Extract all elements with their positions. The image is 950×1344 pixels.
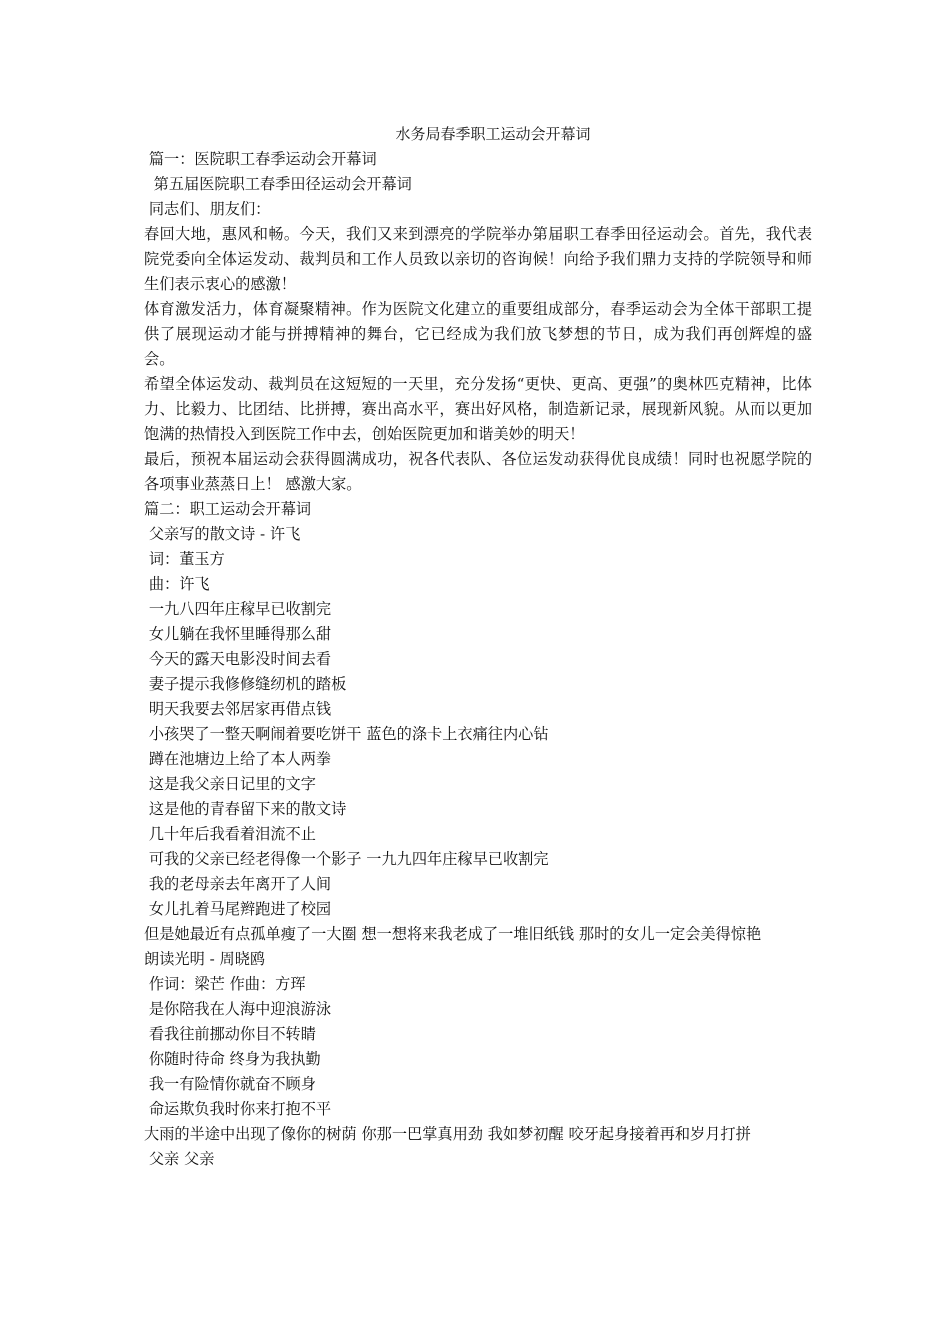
- lyric-line: 妻子提示我修修缝纫机的踏板: [144, 675, 347, 693]
- song-title-2: 朗读光明 - 周晓鸥: [144, 950, 266, 968]
- lyric-line: 小孩哭了一整天啊闹着要吃饼干 蓝色的涤卡上衣痛往内心钻: [144, 725, 549, 743]
- lyricist-1: 词：董玉方: [144, 550, 225, 568]
- song-title-1: 父亲写的散文诗 - 许飞: [144, 525, 301, 543]
- lyric-line: 但是她最近有点孤单瘦了一大圈 想一想将来我老成了一堆旧纸钱 那时的女儿一定会美得惊艳: [144, 925, 762, 943]
- lyric-line: 今天的露天电影没时间去看: [144, 650, 332, 668]
- lyric-line: 你随时待命 终身为我执勤: [144, 1050, 321, 1068]
- lyric-line: 父亲 父亲: [144, 1150, 215, 1168]
- subtitle: 第五届医院职工春季田径运动会开幕词: [144, 175, 412, 193]
- lyric-line: 女儿躺在我怀里睡得那么甜: [144, 625, 332, 643]
- lyric-line: 看我往前挪动你目不转睛: [144, 1025, 316, 1043]
- paragraph-1: 春回大地，惠风和畅。今天，我们又来到漂亮的学院举办第届职工春季田径运动会。首先，我代表院党委向全体运发动、裁判员和工作人员致以亲切的咨询候！向给予我们鼎力支持的学院领导和师生们表示衷心的感激！: [144, 225, 812, 293]
- lyric-line: 这是他的青春留下来的散文诗: [144, 800, 347, 818]
- paragraph-4: 最后，预祝本届运动会获得圆满成功，祝各代表队、各位运发动获得优良成绩！同时也祝愿学院的各项事业蒸蒸日上！ 感激大家。: [144, 450, 812, 493]
- lyric-line: 女儿扎着马尾辫跑进了校园: [144, 900, 332, 918]
- lyric-line: 几十年后我看着泪流不止: [144, 825, 316, 843]
- composer-1: 曲：许飞: [144, 575, 210, 593]
- document-page: [144, 122, 812, 1172]
- lyric-line: 我一有险情你就奋不顾身: [144, 1075, 316, 1093]
- lyric-line: 蹲在池塘边上给了本人两拳: [144, 750, 332, 768]
- lyric-line: 一九八四年庄稼早已收割完: [144, 600, 332, 618]
- lyric-line: 是你陪我在人海中迎浪游泳: [144, 1000, 332, 1018]
- section-heading-2: 篇二：职工运动会开幕词: [144, 500, 312, 518]
- section-heading-1: 篇一：医院职工春季运动会开幕词: [144, 150, 377, 168]
- lyric-line: 这是我父亲日记里的文字: [144, 775, 316, 793]
- document-title: 水务局春季职工运动会开幕词: [395, 125, 591, 143]
- song-credits-2: 作词：梁芒 作曲：方珲: [144, 975, 306, 993]
- lyric-line: 命运欺负我时你来打抱不平: [144, 1100, 332, 1118]
- lyric-line: 我的老母亲去年离开了人间: [144, 875, 332, 893]
- lyric-line: 明天我要去邻居家再借点钱: [144, 700, 332, 718]
- lyric-line: 可我的父亲已经老得像一个影子 一九九四年庄稼早已收割完: [144, 850, 549, 868]
- paragraph-3: 希望全体运发动、裁判员在这短短的一天里，充分发扬“更快、更高、更强”的奥林匹克精神，比体力、比毅力、比团结、比拼搏，赛出高水平，赛出好风格，制造新记录，展现新风貌。从而以更加饱满的热情投入到医院工作中去，创始医院更加和谐美妙的明天！: [144, 375, 812, 443]
- paragraph-2: 体育激发活力，体育凝聚精神。作为医院文化建立的重要组成部分，春季运动会为全体干部职工提供了展现运动才能与拼搏精神的舞台，它已经成为我们放飞梦想的节日，成为我们再创辉煌的盛会。: [144, 300, 812, 368]
- lyric-line: 大雨的半途中出现了像你的树荫 你那一巴掌真用劲 我如梦初醒 咬牙起身接着再和岁月打拼: [144, 1125, 751, 1143]
- salutation: 同志们、朋友们：: [144, 200, 271, 218]
